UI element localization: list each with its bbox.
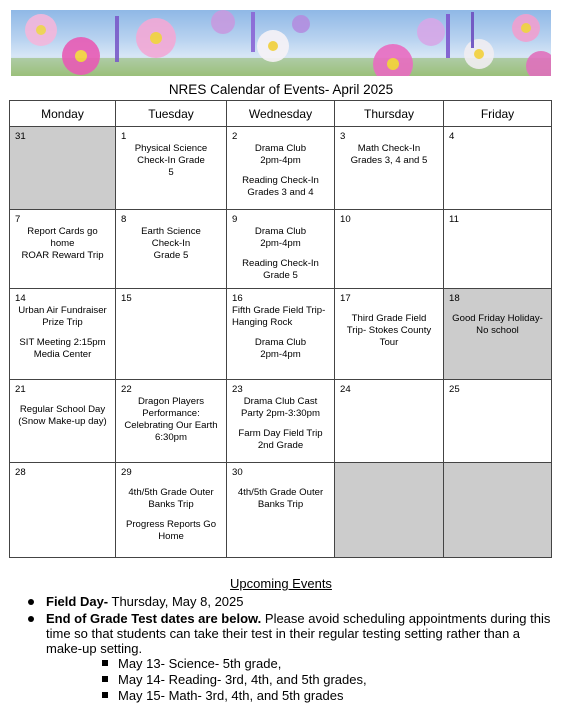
day-number: 28 [15,466,26,478]
event-text: Drama Club 2pm-4pm [254,337,307,361]
week-row [10,210,552,289]
day-cell [335,210,444,289]
event-text: Drama Club 2pm-4pm [254,143,307,166]
day-cell [116,289,227,379]
week-row [10,289,552,379]
day-number: 10 [340,214,351,226]
day-cell [227,289,335,379]
weekday-thursday: Thursday [335,101,444,127]
day-number: 7 [15,214,21,226]
day-cell [335,379,444,462]
day-number: 24 [340,383,351,395]
event-text: Third Grade Field Trip- Stokes County Tour [346,313,432,349]
day-number: 4 [449,131,455,142]
weekday-monday: Monday [10,101,116,127]
day-number: 31 [15,131,26,142]
day-number: 8 [121,214,127,226]
event-text: Drama Club Cast Party 2pm-3:30pm [241,395,320,419]
event-text: Good Friday Holiday- No school [452,313,543,337]
event-text: Reading Check-In Grade 5 [242,258,319,282]
event-text: Regular School Day (Snow Make-up day) [18,403,107,427]
day-number: 25 [449,383,460,395]
event-text: Farm Day Field Trip 2nd Grade [238,427,323,451]
event-text: Earth Science Check-In Grade 5 [141,226,201,262]
event-text: Math Check-In Grades 3, 4 and 5 [350,143,428,166]
square-bullet-icon [102,660,108,666]
eog-label: End of Grade Test dates are below. [46,611,262,626]
square-bullet-icon [102,676,108,682]
day-number: 15 [121,293,132,305]
event-text: Progress Reports Go Home [125,518,217,542]
test-date-text: May 15- Math- 3rd, 4th, and 5th grades [118,688,344,703]
field-day-label: Field Day- [46,594,109,609]
event-text: Dragon Players Performance: Celebrating Our Earth 6:30pm [124,395,218,443]
week-row [10,379,552,462]
day-number: 21 [15,383,26,395]
weekday-wednesday: Wednesday [227,101,335,127]
day-cell [227,379,335,462]
test-date-text: May 13- Science- 5th grade, [118,656,282,671]
weekday-header-row [10,101,552,127]
day-cell [444,289,552,379]
day-cell [10,127,116,210]
upcoming-events-heading: Upcoming Events [230,576,332,591]
week-row [10,127,552,210]
day-cell [10,462,116,557]
event-text: Report Cards go home [27,226,98,250]
day-cell [227,127,335,210]
calendar-title: NRES Calendar of Events- April 2025 [168,82,394,97]
day-number: 11 [449,214,459,226]
calendar-grid [9,100,552,558]
day-cell [116,462,227,557]
day-cell [10,379,116,462]
day-cell [444,127,552,210]
day-number: 2 [232,131,238,142]
day-cell [335,127,444,210]
day-number: 18 [449,293,460,305]
day-cell [10,210,116,289]
event-text: ROAR Reward Trip [21,250,104,262]
day-number: 9 [232,214,238,226]
day-cell [116,127,227,210]
test-date-text: May 14- Reading- 3rd, 4th, and 5th grades, [118,672,367,687]
day-number: 17 [340,293,351,305]
event-text: Urban Air Fundraiser Prize Trip [18,305,107,329]
day-cell [444,462,552,557]
day-number: 1 [121,131,127,142]
day-cell [116,210,227,289]
day-cell [335,462,444,557]
day-cell [444,379,552,462]
flower-banner [11,10,551,76]
bullet-icon [28,599,34,605]
weekday-tuesday: Tuesday [116,101,227,127]
day-cell [10,289,116,379]
day-cell [227,462,335,557]
day-number: 22 [121,383,132,395]
bullet-icon [28,616,34,622]
day-number: 16 [232,293,243,305]
eog-text: Please avoid scheduling appointments during this time so that students can take their test in their regular testing setting rather than a make-up setting. [46,611,551,656]
event-text: Fifth Grade Field Trip- Hanging Rock [232,305,326,329]
week-row [10,462,552,557]
event-text: 4th/5th Grade Outer Banks Trip [237,486,324,510]
event-text: Physical Science Check-In Grade 5 [134,143,208,178]
day-cell [116,379,227,462]
day-number: 23 [232,383,243,395]
field-day-text: Thursday, May 8, 2025 [108,594,244,609]
day-cell [444,210,552,289]
event-text: Reading Check-In Grades 3 and 4 [242,175,319,198]
square-bullet-icon [102,692,108,698]
flower-banner-image [11,10,551,76]
day-number: 30 [232,466,243,478]
day-number: 14 [15,293,26,305]
day-number: 29 [121,466,132,478]
day-number: 3 [340,131,346,142]
day-cell [335,289,444,379]
event-text: 4th/5th Grade Outer Banks Trip [128,486,214,510]
weekday-friday: Friday [444,101,552,127]
day-cell [227,210,335,289]
event-text: SIT Meeting 2:15pm Media Center [19,337,106,361]
event-text: Drama Club 2pm-4pm [254,226,307,250]
